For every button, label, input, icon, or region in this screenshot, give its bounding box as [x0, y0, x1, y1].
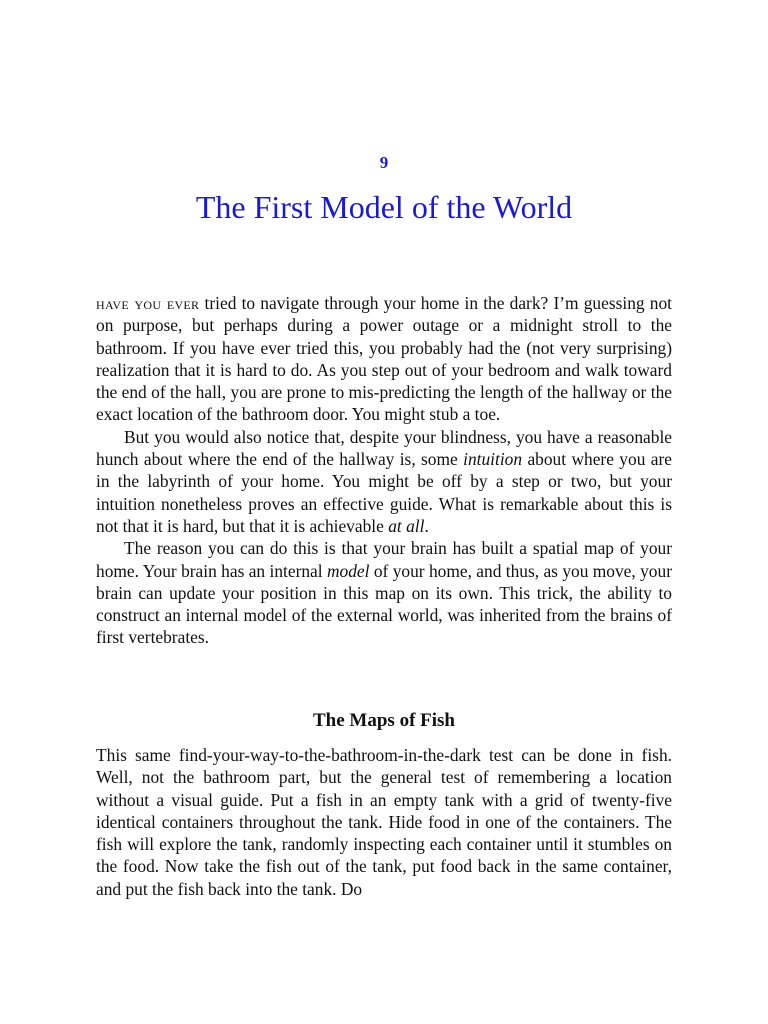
- intro-text: [96, 292, 672, 649]
- emphasis-model: model: [326, 560, 370, 581]
- intro-paragraph-2-text-a: But you would also notice that, despite your blindness, you have a reasonable hunch about where the end of the hallway is, some: [96, 426, 672, 470]
- intro-paragraph-2-text-c: .: [424, 515, 429, 536]
- chapter-number: 9: [379, 153, 389, 172]
- intro-paragraph-3-text-b: of your home, and thus, as you move, your brain can update your position in this map on its own. This trick, the ability to construct an internal model of the external world, was inherited from the brains of first vertebrates.: [96, 560, 672, 648]
- emphasis-intuition: intuition: [463, 449, 523, 470]
- emphasis-at-all: at all: [388, 515, 425, 536]
- section-text: [96, 744, 672, 900]
- intro-paragraph-2-text-b: about where you are in the labyrinth of your home. You might be off by a step or two, but your intuition nonetheless proves an effective guide. What is remarkable about this is not that it is hard, but that it is achievable: [96, 449, 672, 536]
- intro-paragraph-1-text: tried to navigate through your home in the dark? I’m guessing not on purpose, but perhaps during a power outage or a midnight stroll to the bathroom. If you have ever tried this, you probably had the (not very surprising) realization that it is hard to do. As you step out of your bedroom and walk toward the end of the hall, you are prone to mis-predicting the length of the hallway or the exact location of the bathroom door. You might stub a toe.: [96, 293, 672, 425]
- intro-paragraph-2: [96, 426, 672, 537]
- section-paragraph-1: This same find-your-way-to-the-bathroom-in-the-dark test can be done in fish. Well, not the bathroom part, but the general test of remembering a location without a visual guide. Put a fish in an empty tank with a grid of twenty-five identical containers throughout the tank. Hide food in one of the containers. The fish will explore the tank, randomly inspecting each container until it stumbles on the food. Now take the fish out of the tank, put food back in the same container, and put the fish back into the tank. Do: [96, 745, 672, 899]
- section-heading: The Maps of Fish: [313, 710, 455, 731]
- lead-in-smallcaps: have you ever: [96, 293, 200, 313]
- intro-paragraph-3-text-a: The reason you can do this is that your brain has built a spatial map of your home. Your brain has an internal: [96, 538, 672, 581]
- intro-paragraph-1: [96, 292, 672, 426]
- intro-paragraph-3: [96, 537, 672, 648]
- chapter-title: The First Model of the World: [195, 189, 573, 225]
